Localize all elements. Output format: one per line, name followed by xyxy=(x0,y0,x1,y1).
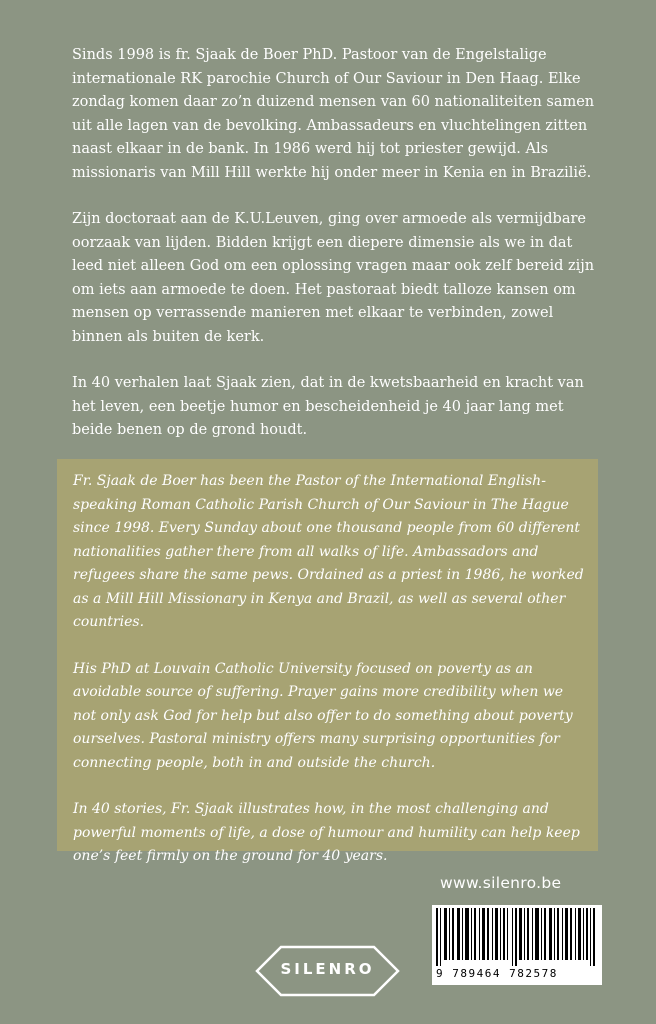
isbn-barcode xyxy=(432,905,602,985)
publisher-logo-text: SILENRO xyxy=(280,960,375,978)
english-paragraph-2: His PhD at Louvain Catholic University focused on poverty as an avoidable source of suffering. Prayer gains more credibility when we not only ask God for help but also offer to do something about poverty ourselves. Pastoral ministry offers many surprising opportunities for connecting people, both in and outside the church. xyxy=(73,660,573,771)
dutch-paragraph-2: Zijn doctoraat aan de K.U.Leuven, ging over armoede als vermijdbare oorzaak van lijden. Bidden krijgt een diepere dimensie als we in dat leed niet alleen God om een oplossing vragen maar ook zelf bereid zijn om iets aan armoede te doen. Het pastoraat biedt talloze kansen om mensen op verrassende manieren met elkaar te verbinden, zowel binnen als buiten de kerk. xyxy=(72,211,595,345)
english-blurb xyxy=(73,470,588,892)
barcode-icon xyxy=(436,908,598,966)
english-blurb-box xyxy=(57,459,598,864)
dutch-paragraph-3: In 40 verhalen laat Sjaak zien, dat in de kwetsbaarheid en kracht van het leven, een beetje humor en bescheidenheid je 40 jaar lang met beide benen op de grond houdt. xyxy=(72,375,584,438)
dutch-paragraph-1: Sinds 1998 is fr. Sjaak de Boer PhD. Pastoor van de Engelstalige internationale RK parochie Church of Our Saviour in Den Haag. Elke zondag komen daar zo’n duizend mensen van 60 nationaliteiten samen uit alle lagen van de bevolking. Ambassadeurs en vluchtelingen zitten naast elkaar in de bank. In 1986 werd hij tot priester gewijd. Als missionaris van Mill Hill werkte hij onder meer in Kenia en in Brazilië. xyxy=(72,47,595,181)
english-paragraph-1: Fr. Sjaak de Boer has been the Pastor of the International English-speaking Roman Catholic Parish Church of Our Saviour in The Hague since 1998. Every Sunday about one thousand people from 60 different nationalities gather there from all walks of life. Ambassadors and refugees share the same pews. Ordained as a priest in 1986, he worked as a Mill Hill Missionary in Kenya and Brazil, as well as several other countries. xyxy=(73,473,584,630)
publisher-logo xyxy=(255,945,400,997)
dutch-blurb xyxy=(72,44,602,466)
publisher-website: www.silenro.be xyxy=(440,874,562,892)
english-paragraph-3: In 40 stories, Fr. Sjaak illustrates how, in the most challenging and powerful moments of life, a dose of humour and humility can help keep one’s feet firmly on the ground for 40 years. xyxy=(73,801,580,864)
isbn-number: 9 789464 782578 xyxy=(436,967,558,980)
